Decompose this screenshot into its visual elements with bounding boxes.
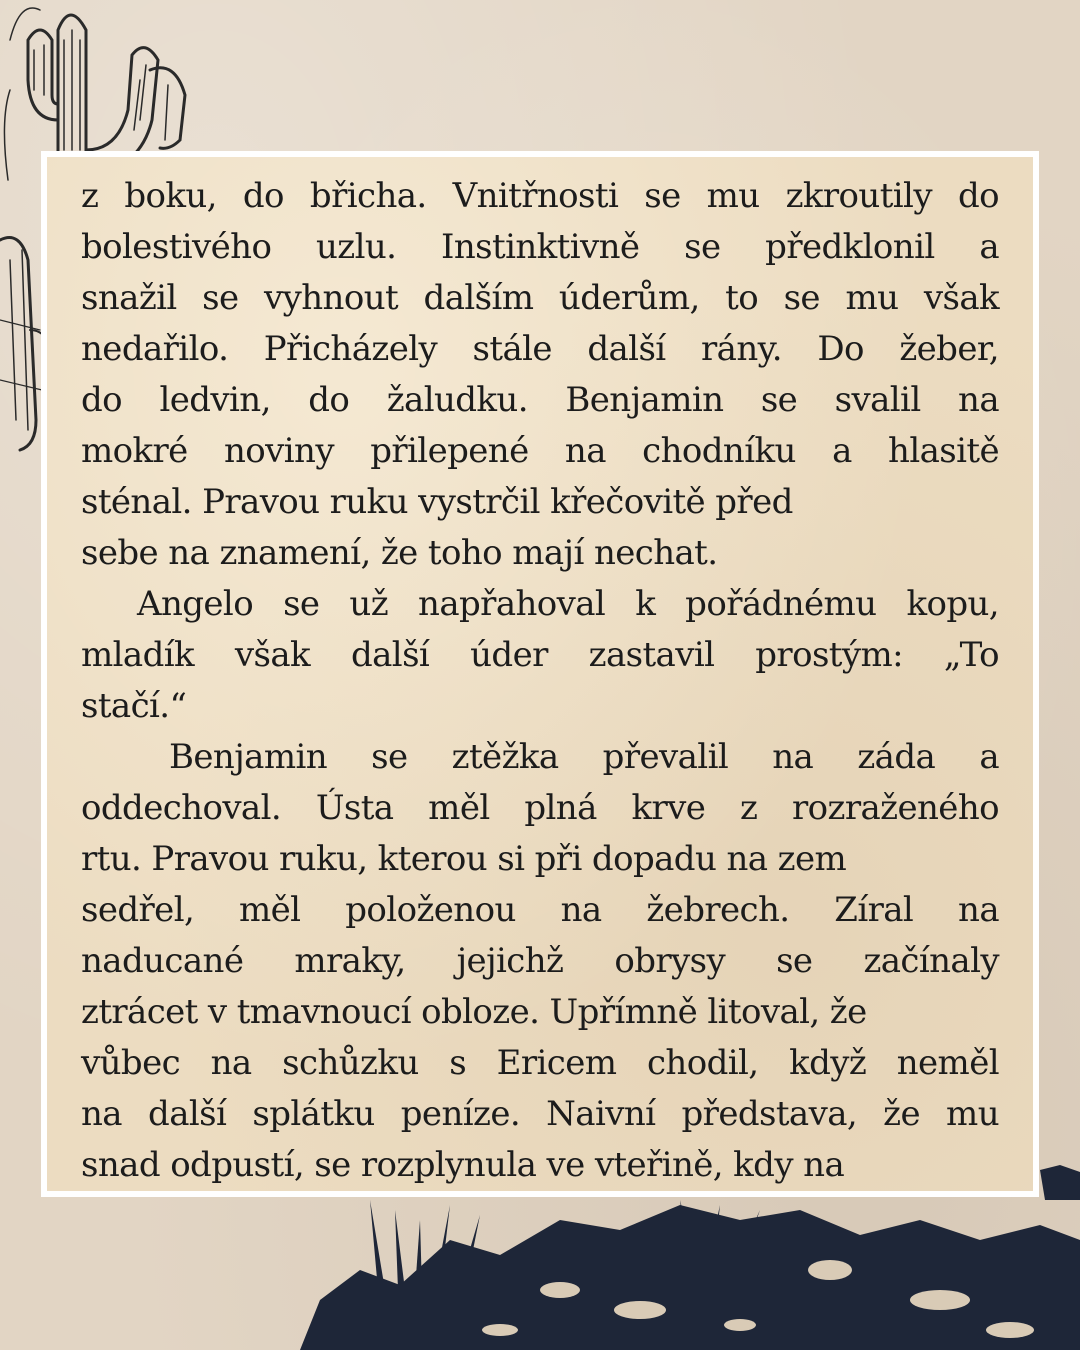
text-panel bbox=[41, 151, 1039, 1197]
text-line: sténal. Pravou ruku vystrčil křečovitě před bbox=[81, 482, 793, 522]
text-line: snad odpustí, se rozplynula ve vteřině, kdy na bbox=[81, 1145, 845, 1185]
text-line: sedřel, měl položenou na žebrech. Zíral na bbox=[81, 890, 999, 930]
story-text bbox=[81, 171, 999, 1191]
text-line: vůbec na schůzku s Ericem chodil, když neměl bbox=[81, 1043, 999, 1083]
text-line: mladík však další úder zastavil prostým: „To bbox=[81, 635, 999, 675]
text-line: bolestivého uzlu. Instinktivně se předklonil a bbox=[81, 227, 999, 267]
text-line: oddechoval. Ústa měl plná krve z rozraženého bbox=[81, 788, 999, 828]
text-line: nedařilo. Přicházely stále další rány. Do žeber, bbox=[81, 329, 999, 369]
text-line: sebe na znamení, že toho mají nechat. bbox=[81, 533, 718, 573]
text-line: z boku, do břicha. Vnitřnosti se mu zkroutily do bbox=[81, 176, 999, 216]
text-line: snažil se vyhnout dalším úderům, to se mu však bbox=[81, 278, 999, 318]
text-line: Benjamin se ztěžka převalil na záda a bbox=[169, 737, 999, 777]
text-line: naducané mraky, jejichž obrysy se začínaly bbox=[81, 941, 999, 981]
text-line: do ledvin, do žaludku. Benjamin se svalil na bbox=[81, 380, 999, 420]
text-line: mokré noviny přilepené na chodníku a hlasitě bbox=[81, 431, 999, 471]
text-line: rtu. Pravou ruku, kterou si při dopadu na zem bbox=[81, 839, 847, 879]
text-line: na další splátku peníze. Naivní představa, že mu bbox=[81, 1094, 999, 1134]
text-line: ztrácet v tmavnoucí obloze. Upřímně litoval, že bbox=[81, 992, 867, 1032]
text-line: Angelo se už napřahoval k pořádnému kopu, bbox=[137, 584, 999, 624]
desert-stones-icon bbox=[482, 1260, 1034, 1338]
text-line: stačí.“ bbox=[81, 686, 187, 726]
